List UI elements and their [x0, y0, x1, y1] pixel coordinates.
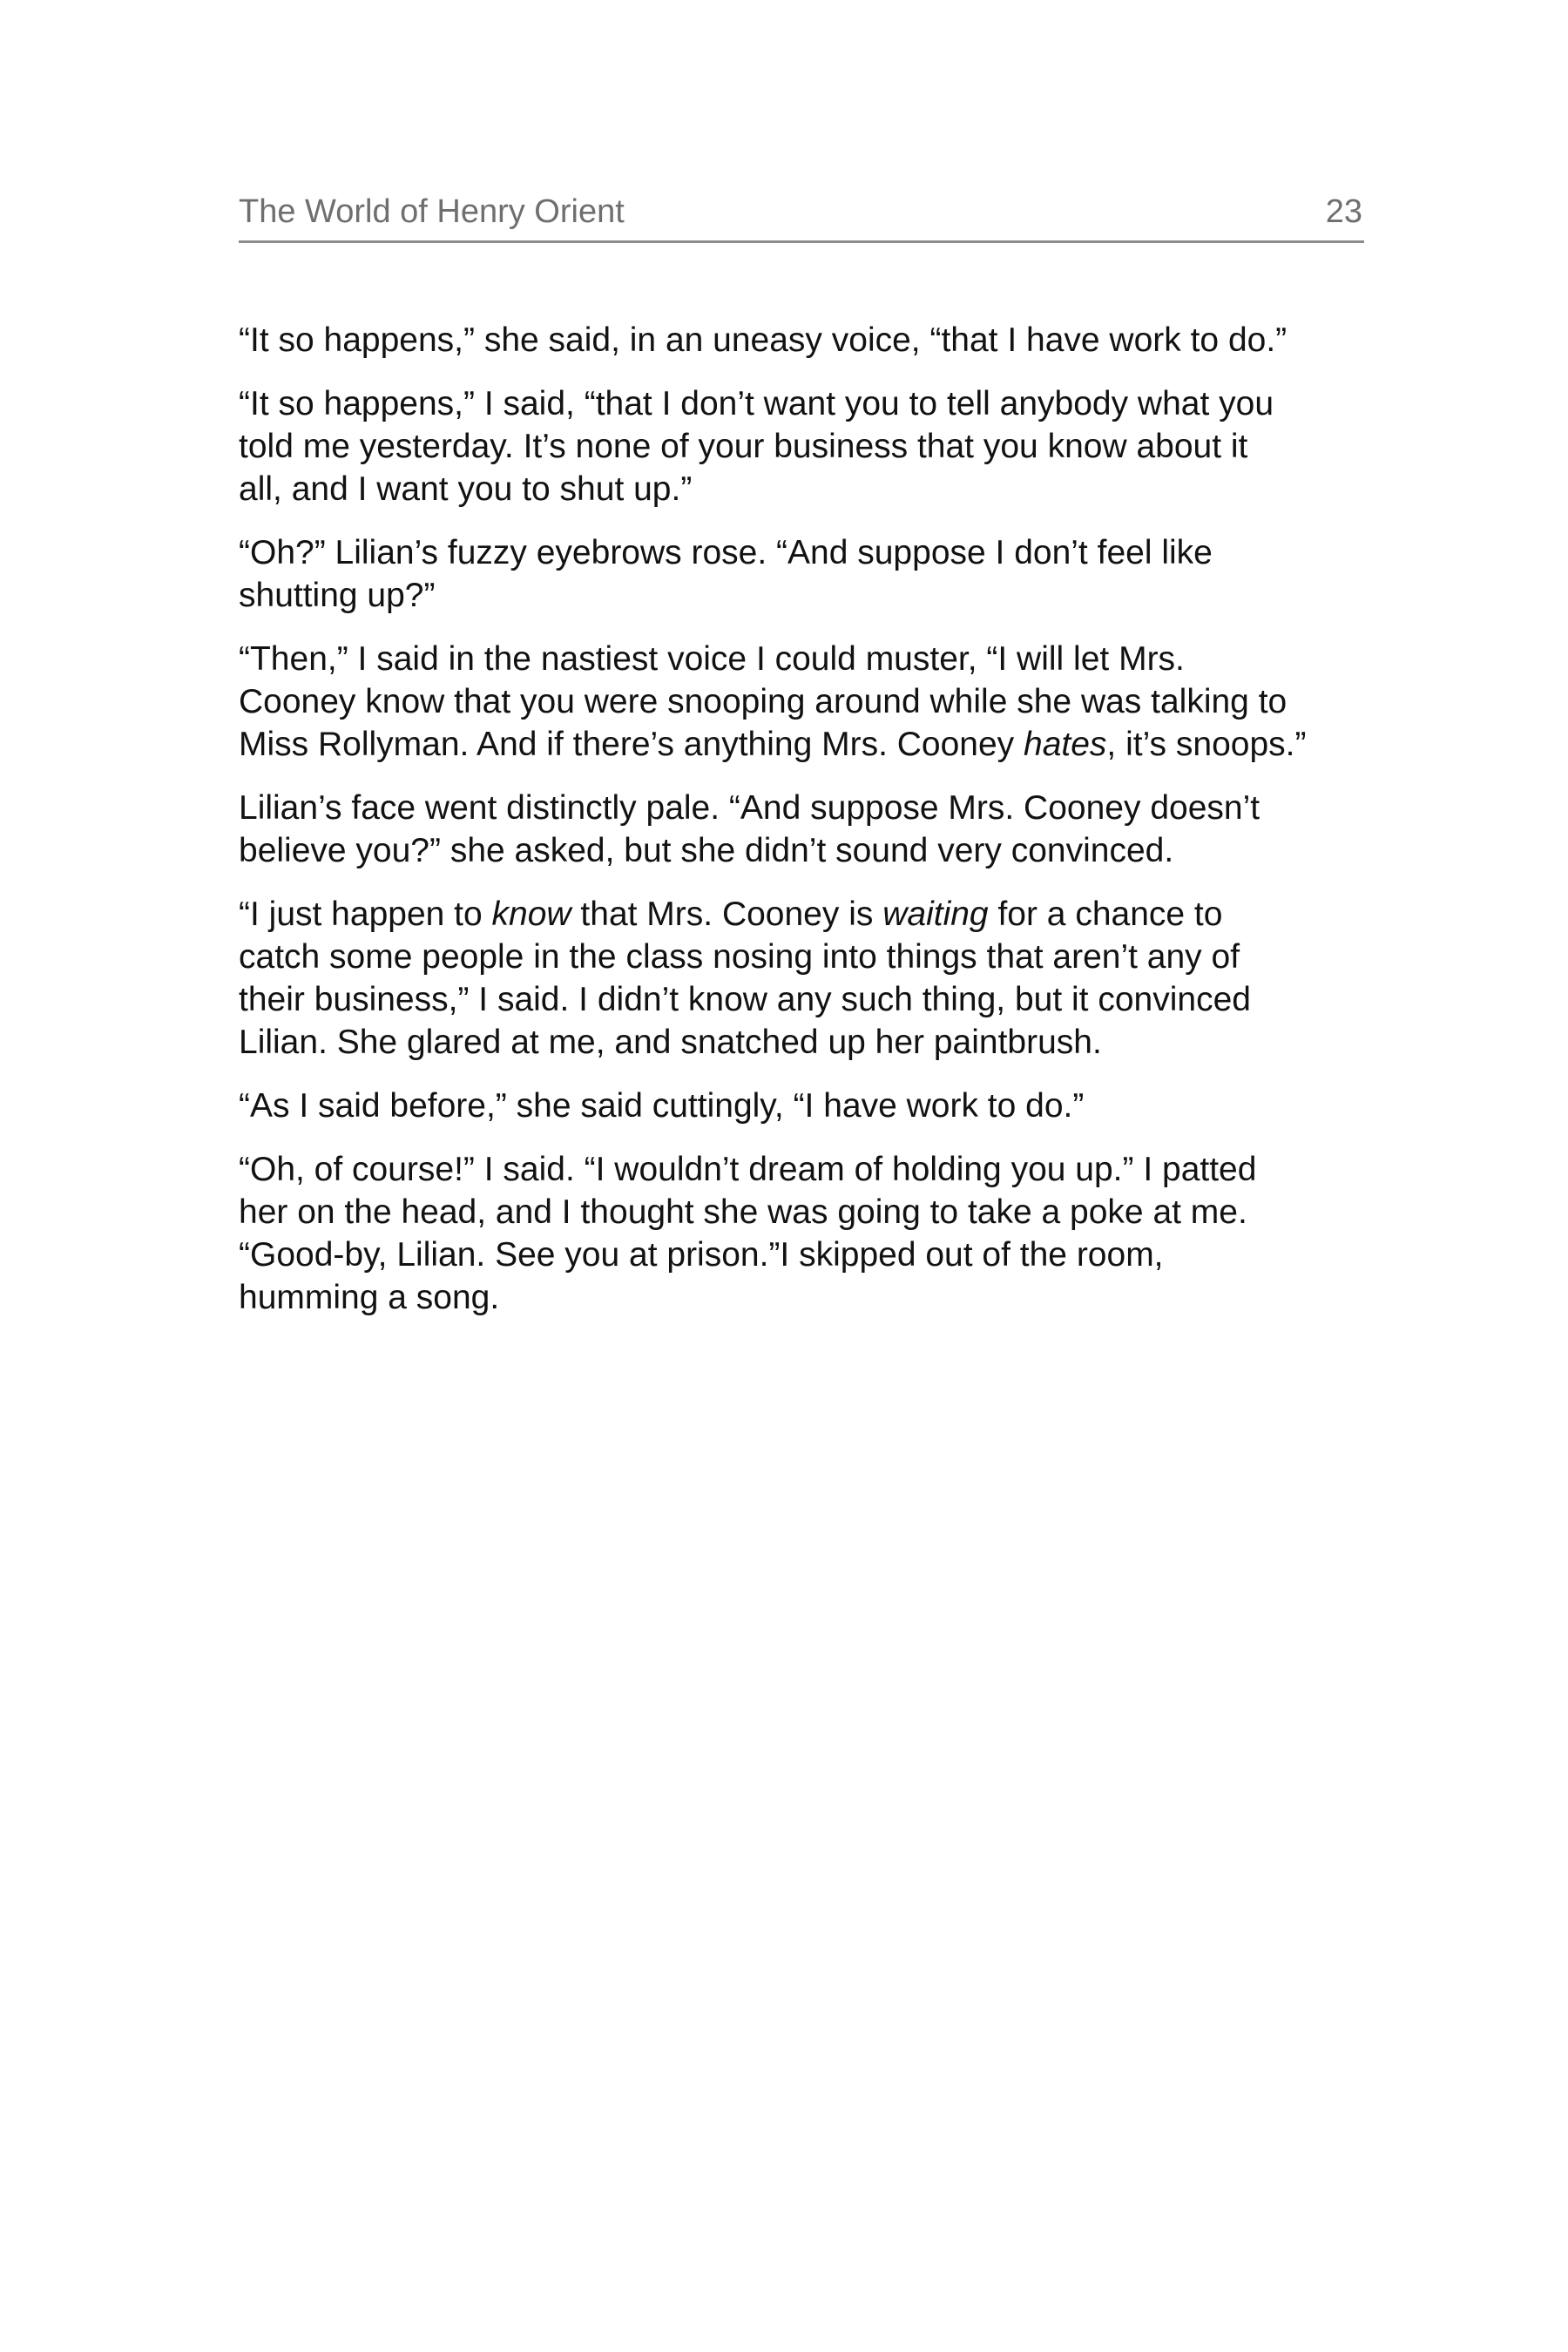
text-run: “Then,” I said in the nastiest voice I could muster, “I will let Mrs.: [239, 640, 1185, 678]
text-run: that Mrs. Cooney is: [571, 896, 883, 933]
running-header: [239, 185, 1362, 228]
italic-text: waiting: [882, 896, 989, 933]
text-run: all, and I want you to shut up.”: [239, 470, 693, 508]
italic-text: know: [491, 896, 571, 933]
page-number: 23: [1325, 193, 1362, 230]
body-text: [239, 319, 1380, 1340]
text-run: her on the head, and I thought she was going to take a poke at me.: [239, 1193, 1247, 1231]
text-run: Lilian. She glared at me, and snatched up her paintbrush.: [239, 1024, 1102, 1061]
text-run: Miss Rollyman. And if there’s anything Mrs. Cooney: [239, 726, 1024, 763]
text-run: catch some people in the class nosing into things that aren’t any of: [239, 938, 1240, 976]
book-title: The World of Henry Orient: [239, 193, 625, 230]
italic-text: hates: [1024, 726, 1107, 763]
paragraph: [239, 1085, 1380, 1127]
text-run: shutting up?”: [239, 577, 436, 614]
paragraph: [239, 893, 1380, 1064]
text-run: believe you?” she asked, but she didn’t sound very convinced.: [239, 832, 1174, 869]
paragraph: [239, 1148, 1380, 1319]
text-run: “Oh?” Lilian’s fuzzy eyebrows rose. “And suppose I don’t feel like: [239, 534, 1213, 571]
text-run: “I just happen to: [239, 896, 492, 933]
text-run: “Oh, of course!” I said. “I wouldn’t dream of holding you up.” I patted: [239, 1151, 1257, 1188]
paragraph: [239, 382, 1380, 510]
paragraph: [239, 319, 1380, 362]
text-run: their business,” I said. I didn’t know any such thing, but it convinced: [239, 981, 1251, 1018]
text-run: “It so happens,” she said, in an uneasy voice, “that I have work to do.”: [239, 321, 1288, 359]
text-run: Lilian’s face went distinctly pale. “And suppose Mrs. Cooney doesn’t: [239, 789, 1260, 827]
paragraph: [239, 787, 1380, 872]
text-run: “As I said before,” she said cuttingly, “I have work to do.”: [239, 1087, 1085, 1125]
header-rule: [239, 240, 1364, 243]
text-run: for a chance to: [988, 896, 1223, 933]
text-run: Cooney know that you were snooping around while she was talking to: [239, 683, 1288, 720]
paragraph: [239, 531, 1380, 617]
text-run: , it’s snoops.”: [1106, 726, 1307, 763]
text-run: “Good-by, Lilian. See you at prison.”I skipped out of the room,: [239, 1236, 1164, 1274]
text-run: “It so happens,” I said, “that I don’t want you to tell anybody what you: [239, 385, 1274, 422]
paragraph: [239, 638, 1380, 766]
text-run: told me yesterday. It’s none of your business that you know about it: [239, 428, 1248, 465]
text-run: humming a song.: [239, 1279, 500, 1316]
